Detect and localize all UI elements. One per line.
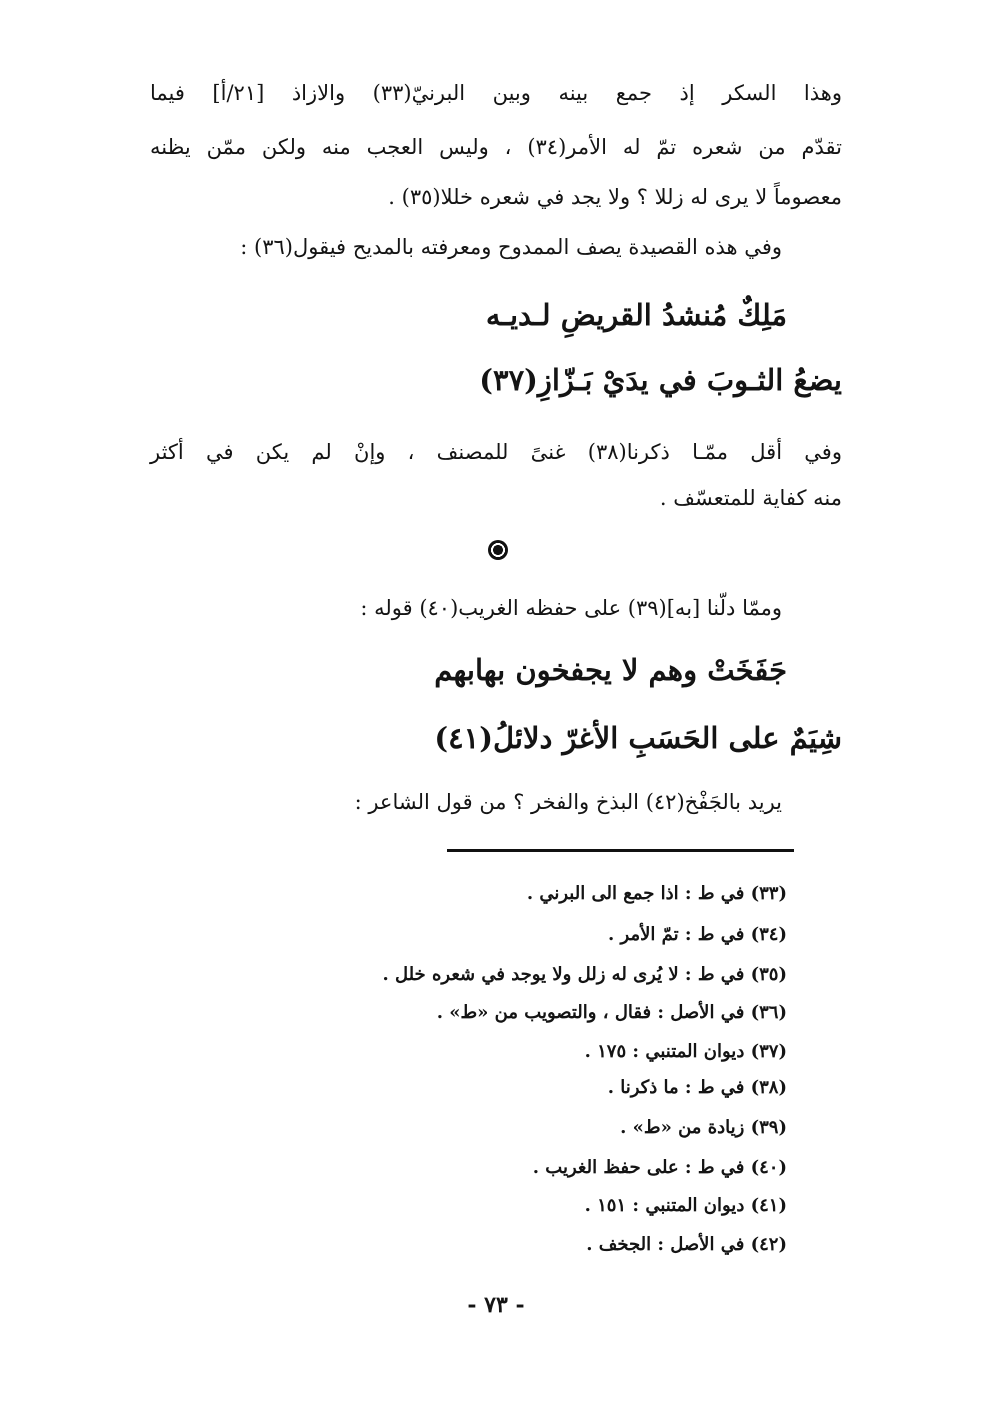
paragraph-3-line-1: وفي أقل ممّـا ذكرنا(٣٨) غنىً للمصنف ، وإنْ لم يكن في أكثر (150, 440, 842, 464)
footnote-38: (٣٨) في ط : ما ذكرنا . (607, 1077, 787, 1098)
verse-2-hemistich-1: جَفَخَتْ وهم لا يجفخون بهابهم (434, 653, 787, 687)
page-number: - ٧٣ - (467, 1292, 525, 1318)
paragraph-2-line-1: وفي هذه القصيدة يصف الممدوح ومعرفته بالمديح فيقول(٣٦) : (240, 235, 782, 259)
footnote-41: (٤١) ديوان المتنبي : ١٥١ . (584, 1195, 787, 1216)
footnote-36: (٣٦) في الأصل : فقال ، والتصويب من «ط» . (436, 1002, 787, 1023)
paragraph-5-line-1: يريد بالجَفْخ(٤٢) البذخ والفخر ؟ من قول الشاعر : (354, 790, 782, 814)
footnote-separator-rule (447, 849, 794, 852)
footnote-35: (٣٥) في ط : لا يُرى له زلل ولا يوجد في شعره خلل . (382, 964, 787, 985)
footnote-39: (٣٩) زيادة من «ط» . (620, 1117, 787, 1138)
paragraph-1-line-2: تقدّم من شعره تمّ له الأمر(٣٤) ، وليس العجب منه ولكن ممّن يظنه (150, 135, 842, 159)
footnote-37: (٣٧) ديوان المتنبي : ١٧٥ . (584, 1041, 787, 1062)
verse-1-hemistich-1: مَلِكٌ مُنشدُ القريضِ لـديـه (485, 298, 787, 332)
paragraph-1-line-3: معصوماً لا يرى له زللا ؟ ولا يجد في شعره خللا(٣٥) . (388, 185, 842, 209)
paragraph-1-line-1: وهذا السكر إذ جمع بينه وبين البرنيّ(٣٣) والازاذ [٢١/أ] فيما (150, 81, 843, 105)
paragraph-4-line-1: وممّا دلّنا [به](٣٩) على حفظه الغريب(٤٠) قوله : (360, 596, 782, 620)
footnote-33: (٣٣) في ط : اذا جمع الى البرني . (526, 883, 787, 904)
footnote-34: (٣٤) في ط : تمّ الأمر . (608, 924, 787, 945)
section-divider-ornament (488, 540, 508, 560)
paragraph-3-line-2: منه كفاية للمتعسّف . (659, 486, 842, 510)
footnote-42: (٤٢) في الأصل : الجخف . (586, 1234, 787, 1255)
verse-2-hemistich-2: شِيَمٌ على الحَسَبِ الأغرّ دلائلُ(٤١) (434, 721, 842, 755)
footnote-40: (٤٠) في ط : على حفظ الغريب . (532, 1157, 787, 1178)
verse-1-hemistich-2: يضعُ الثـوبَ في يدَيْ بَـزّازِ(٣٧) (479, 363, 842, 397)
